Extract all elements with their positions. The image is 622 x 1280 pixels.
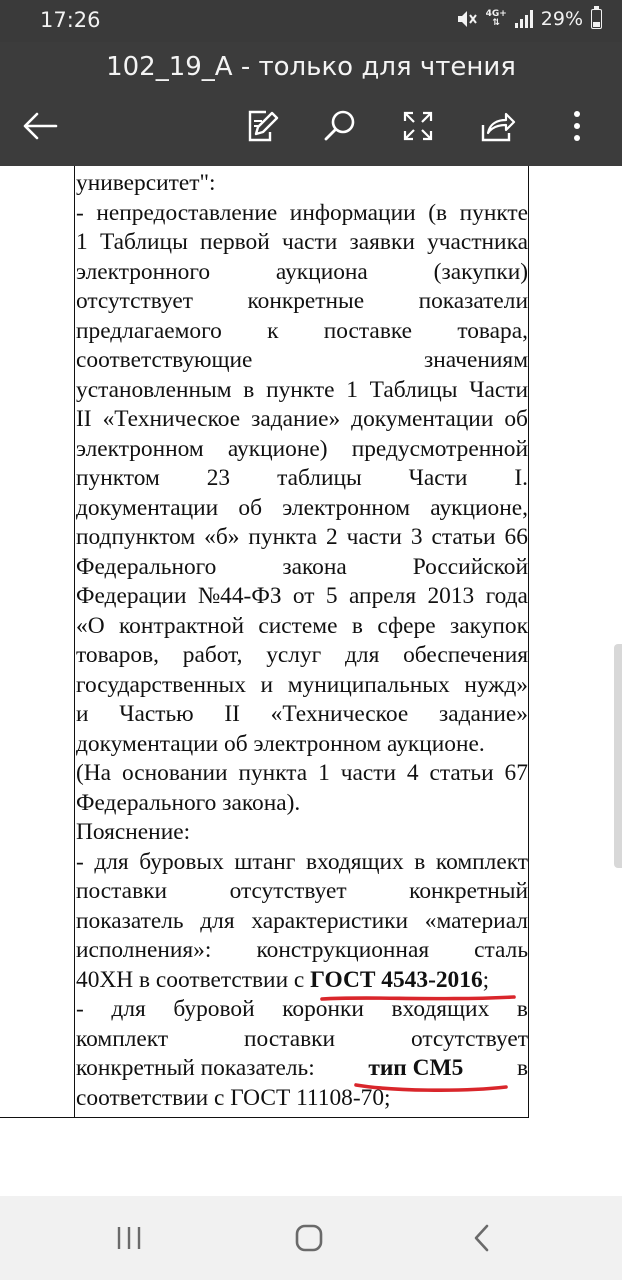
crown-type-highlight: тип СМ5 <box>368 1055 464 1081</box>
doc-line-8: II «Техническое задание» документации об <box>76 406 528 432</box>
app-bar <box>0 42 622 166</box>
doc-line-10: пунктом 23 таблицы Части I. <box>76 465 528 491</box>
scrollbar-handle[interactable] <box>614 644 622 868</box>
fullscreen-icon <box>401 109 435 143</box>
signal-icon <box>515 10 533 28</box>
table-column-divider <box>74 166 75 1118</box>
doc-line-11: документации об электронном аукционе, <box>76 494 528 521</box>
back-icon <box>470 1223 494 1253</box>
more-icon <box>572 110 582 142</box>
doc-line-4: отсутствует конкретные показатели <box>76 288 528 314</box>
crown-suffix: в <box>516 1055 528 1081</box>
status-icons <box>456 8 602 30</box>
recent-apps-icon <box>114 1224 144 1252</box>
doc-line-6: соответствующие значениям <box>76 347 528 373</box>
system-nav-bar <box>0 1196 622 1280</box>
gost-4543-highlight: ГОСТ 4543-2016 <box>310 966 483 993</box>
share-button[interactable] <box>476 104 520 148</box>
search-button[interactable] <box>318 104 362 148</box>
back-button[interactable] <box>18 104 62 148</box>
doc-line-9: электронном аукционе) предусмотренной <box>76 435 528 462</box>
steel-prefix: 40ХН в соответствии с <box>76 966 311 993</box>
doc-line-13: Федерального закона Российской <box>76 553 528 580</box>
network-label: 4G+ <box>485 9 507 19</box>
network-arrows-icon: ⇅ <box>492 18 500 28</box>
doc-basis-line-2: Федерального закона). <box>76 789 301 816</box>
doc-basis-line-1: (На основании пункта 1 части 4 статьи 67 <box>76 760 528 786</box>
edit-button[interactable] <box>240 104 284 148</box>
doc-line-15: «О контрактной системе в сфере закупок <box>76 612 528 639</box>
edit-icon <box>244 108 280 144</box>
home-icon <box>294 1223 324 1253</box>
network-indicator <box>486 10 507 28</box>
doc-top-line: университет": <box>76 170 216 196</box>
back-arrow-icon <box>22 111 58 141</box>
mute-icon <box>456 9 478 29</box>
red-underline-type <box>352 1080 510 1094</box>
doc-justified-lines <box>76 199 528 730</box>
doc-line-5: предлагаемого к поставке товара, <box>76 317 528 344</box>
doc-line-17: государственных и муниципальных нужд» <box>76 671 528 698</box>
table-cell-text <box>76 166 528 1113</box>
explanation-line-4: исполнения»: конструкционная сталь <box>76 937 528 963</box>
status-bar <box>0 0 622 42</box>
crown-prefix: конкретный показатель: <box>76 1055 315 1081</box>
doc-line-12: подпунктом «б» пункта 2 части 3 статьи 66 <box>76 524 528 550</box>
doc-line-14: Федерации №44-ФЗ от 5 апреля 2013 года <box>76 583 528 609</box>
doc-last-line: соответствии с ГОСТ 11108-70; <box>76 1084 391 1111</box>
explanation-line-3: показатель для характеристики «материал <box>76 907 528 934</box>
red-underline-gost <box>318 992 518 1004</box>
fullscreen-button[interactable] <box>396 104 440 148</box>
doc-line-18: и Частью II «Техническое задание» <box>76 701 528 727</box>
steel-line <box>76 966 528 996</box>
battery-icon <box>591 9 602 29</box>
explanation-label: Пояснение: <box>76 819 191 845</box>
home-button[interactable] <box>287 1216 331 1260</box>
doc-line-2: 1 Таблицы первой части заявки участника <box>76 229 528 255</box>
doc-line-16: товаров, работ, услуг для обеспечения <box>76 642 528 668</box>
battery-percent: 29% <box>540 8 583 30</box>
crown-line-2: комплект поставки отсутствует <box>76 1025 528 1052</box>
doc-line-after: документации об электронном аукционе. <box>76 730 485 757</box>
doc-line-1: - непредоставление информации (в пункте <box>76 199 528 226</box>
doc-line-7: установленным в пункте 1 Таблицы Части <box>76 376 528 403</box>
more-button[interactable] <box>555 104 599 148</box>
search-icon <box>322 108 358 144</box>
document-view[interactable] <box>0 166 622 1196</box>
explanation-line-1: - для буровых штанг входящих в комплект <box>76 848 528 875</box>
system-back-button[interactable] <box>460 1216 504 1260</box>
document-title: 102_19_A - только для чтения <box>106 52 516 82</box>
recent-apps-button[interactable] <box>107 1216 151 1260</box>
crown-line-1: - для буровой коронки входящих в <box>76 996 528 1022</box>
share-icon <box>480 109 516 143</box>
explanation-lines <box>76 848 528 966</box>
doc-line-3: электронного аукциона (закупки) <box>76 258 528 285</box>
status-time: 17:26 <box>40 8 101 32</box>
steel-suffix: ; <box>482 966 490 993</box>
explanation-line-2: поставки отсутствует конкретный <box>76 878 528 904</box>
